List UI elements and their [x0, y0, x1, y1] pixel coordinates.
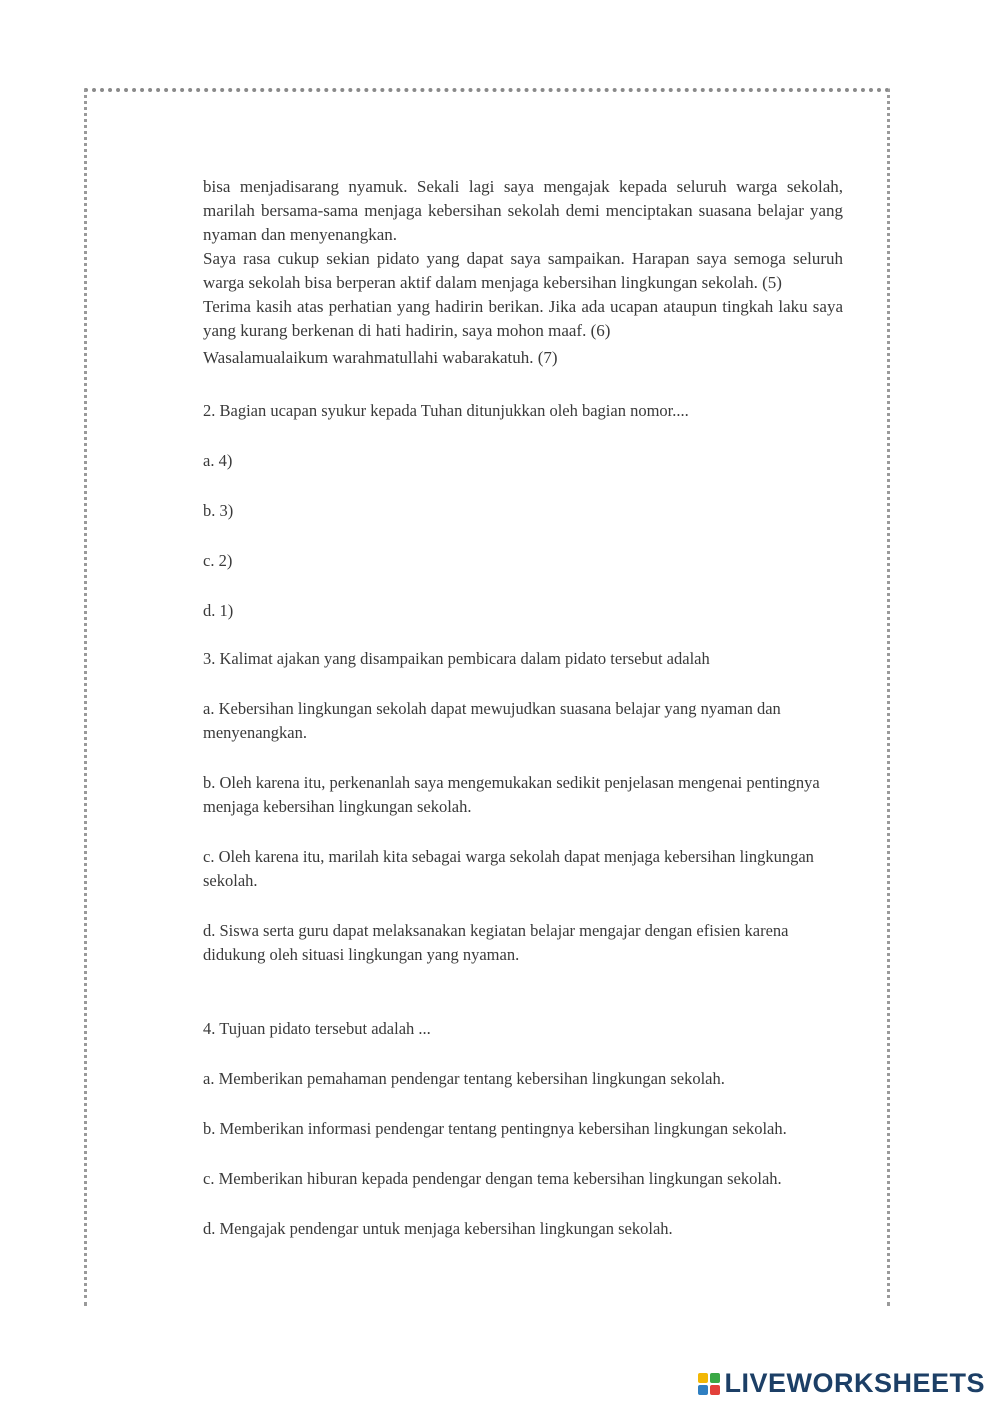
logo-square	[710, 1373, 720, 1383]
question-4	[203, 1017, 843, 1241]
liveworksheets-logo[interactable]	[698, 1368, 985, 1399]
answer-option-b[interactable]: b. 3)	[203, 501, 234, 520]
answer-option-c[interactable]: c. Memberikan hiburan kepada pendengar dengan tema kebersihan lingkungan sekolah.	[203, 1169, 782, 1188]
answer-option-c[interactable]: c. Oleh karena itu, marilah kita sebagai warga sekolah dapat menjaga kebersihan lingkungan sekolah.	[203, 847, 814, 890]
answer-option-b[interactable]: b. Memberikan informasi pendengar tentang pentingnya kebersihan lingkungan sekolah.	[203, 1119, 787, 1138]
liveworksheets-logo-icon	[698, 1373, 720, 1395]
question-title: 3. Kalimat ajakan yang disampaikan pembicara dalam pidato tersebut adalah	[203, 649, 710, 668]
answer-option-a[interactable]: a. 4)	[203, 451, 233, 470]
answer-option-d[interactable]: d. Mengajak pendengar untuk menjaga kebersihan lingkungan sekolah.	[203, 1219, 673, 1238]
answer-option-b[interactable]: b. Oleh karena itu, perkenanlah saya mengemukakan sedikit penjelasan mengenai pentingnya menjaga kebersihan lingkungan sekolah.	[203, 773, 820, 816]
answer-option-c[interactable]: c. 2)	[203, 551, 233, 570]
answer-option-d[interactable]: d. 1)	[203, 601, 234, 620]
speech-passage	[203, 175, 843, 370]
answer-option-d[interactable]: d. Siswa serta guru dapat melaksanakan kegiatan belajar mengajar dengan efisien karena didukung oleh situasi lingkungan yang nyaman.	[203, 921, 789, 964]
passage-paragraph: Terima kasih atas perhatian yang hadirin berikan. Jika ada ucapan ataupun tingkah laku saya yang kurang berkenan di hati hadirin, saya mohon maaf. (6)	[203, 297, 843, 340]
question-2	[203, 399, 843, 623]
brand-name: LIVEWORKSHEETS	[724, 1368, 985, 1398]
answer-option-a[interactable]: a. Kebersihan lingkungan sekolah dapat mewujudkan suasana belajar yang nyaman dan menyenangkan.	[203, 699, 781, 742]
question-title: 4. Tujuan pidato tersebut adalah ...	[203, 1019, 431, 1038]
passage-paragraph: Saya rasa cukup sekian pidato yang dapat saya sampaikan. Harapan saya semoga seluruh warga sekolah bisa berperan aktif dalam menjaga kebersihan lingkungan sekolah. (5)	[203, 249, 843, 292]
answer-option-a[interactable]: a. Memberikan pemahaman pendengar tentang kebersihan lingkungan sekolah.	[203, 1069, 725, 1088]
logo-square	[698, 1385, 708, 1395]
question-3	[203, 647, 843, 967]
passage-paragraph: bisa menjadisarang nyamuk. Sekali lagi saya mengajak kepada seluruh warga sekolah, marilah bersama-sama menjaga kebersihan sekolah demi menciptakan suasana belajar yang nyaman dan menyenangkan.	[203, 177, 843, 244]
logo-square	[698, 1373, 708, 1383]
question-title: 2. Bagian ucapan syukur kepada Tuhan ditunjukkan oleh bagian nomor....	[203, 401, 689, 420]
logo-square	[710, 1385, 720, 1395]
worksheet-content	[203, 175, 843, 1238]
passage-paragraph: Wasalamualaikum warahmatullahi wabarakatuh. (7)	[203, 348, 558, 367]
